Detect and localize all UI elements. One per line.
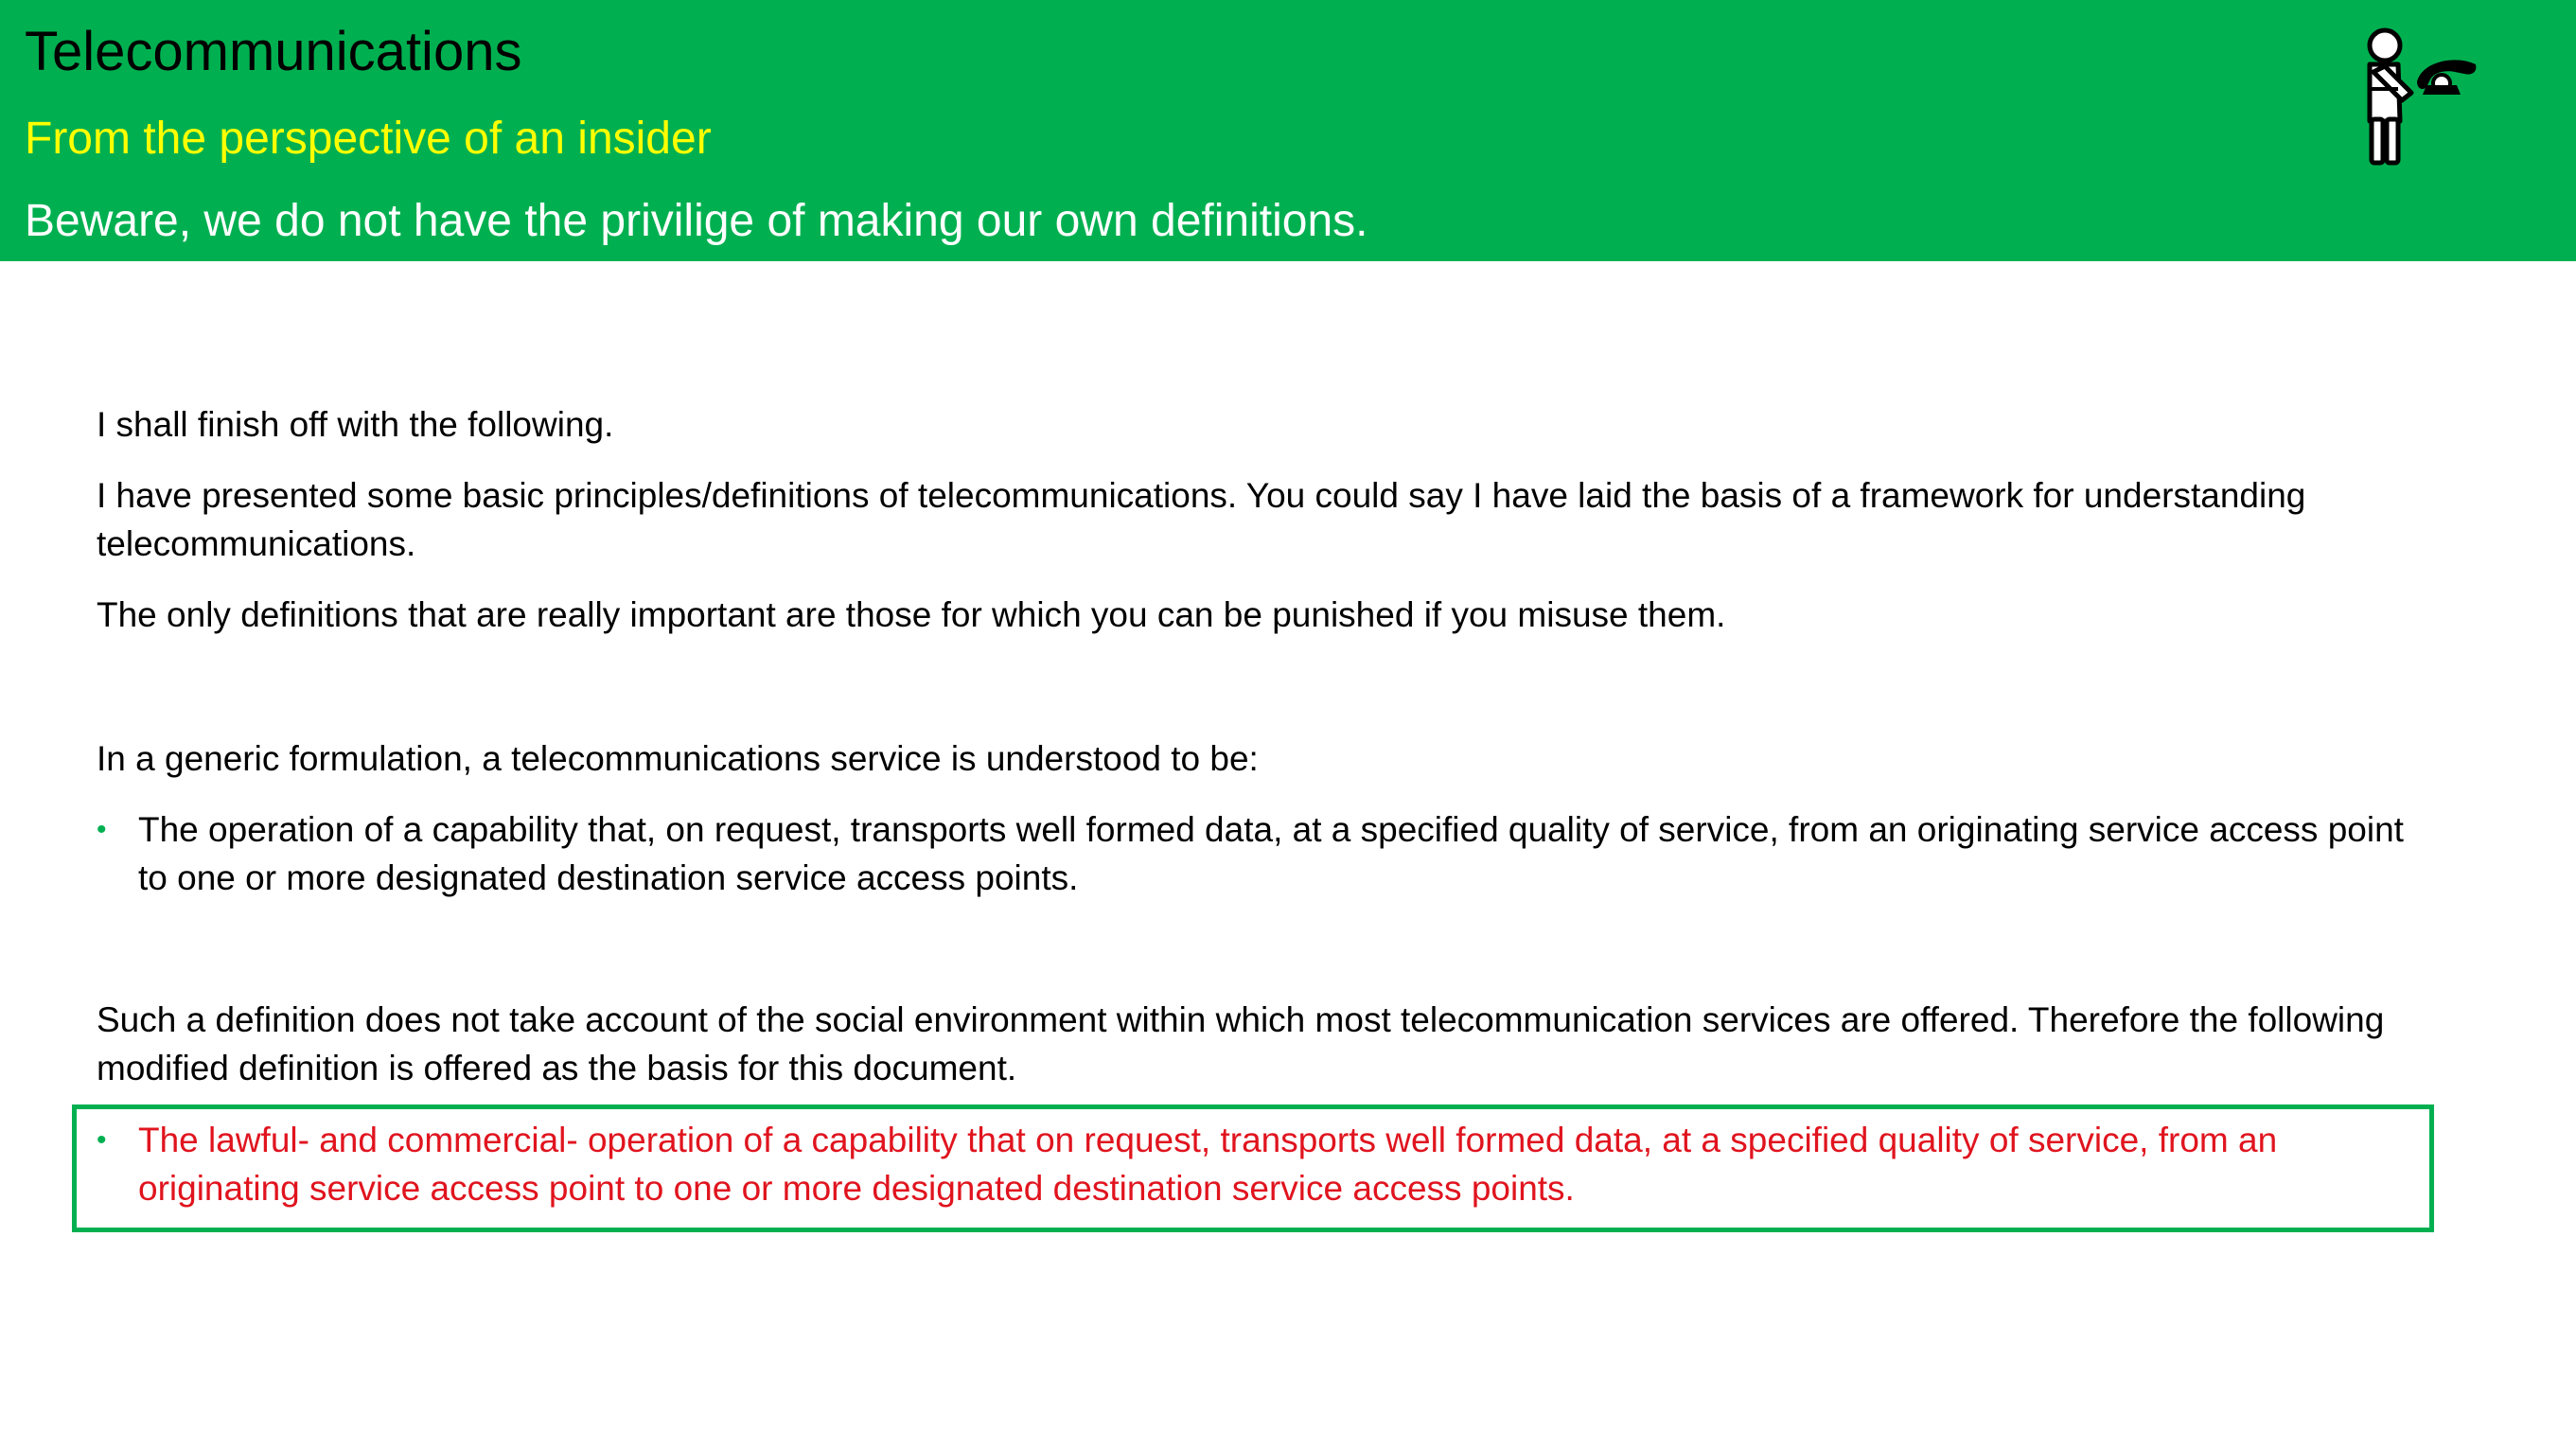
bullet-text: The operation of a capability that, on request, transports well formed data, at a specified quality of service, from an originating service access point to one or more designated destination service access points. xyxy=(138,810,2404,897)
list-item-modified-definition xyxy=(97,1116,2425,1212)
bullet-marker: • xyxy=(97,1124,107,1156)
page-tagline: Beware, we do not have the privilige of making our own definitions. xyxy=(25,196,1368,246)
page-title: Telecommunications xyxy=(25,21,522,82)
list-item-generic-definition xyxy=(97,805,2425,902)
bullet-marker: • xyxy=(97,814,107,845)
paragraph-intro: I shall finish off with the following. xyxy=(97,405,614,444)
bullet-text-highlighted: The lawful- and commercial- operation of a capability that on request, transports well formed data, at a specified quality of service, from an originating service access point to one or more designated destination service access points. xyxy=(138,1121,2278,1208)
page-subtitle: From the perspective of an insider xyxy=(25,114,712,164)
person-with-telephone-icon xyxy=(2336,27,2487,168)
paragraph-social: Such a definition does not take account of the social environment within which most telecommunication services are offered. Therefore the following modified definition is offered as the basis for this document. xyxy=(97,1000,2385,1087)
paragraph-generic: In a generic formulation, a telecommunications service is understood to be: xyxy=(97,739,1259,778)
header-banner xyxy=(0,0,2576,261)
paragraph-framework: I have presented some basic principles/definitions of telecommunications. You could say I have laid the basis of a framework for understanding telecommunications. xyxy=(97,476,2306,563)
paragraph-definitions: The only definitions that are really important are those for which you can be punished if you misuse them. xyxy=(97,595,1726,634)
